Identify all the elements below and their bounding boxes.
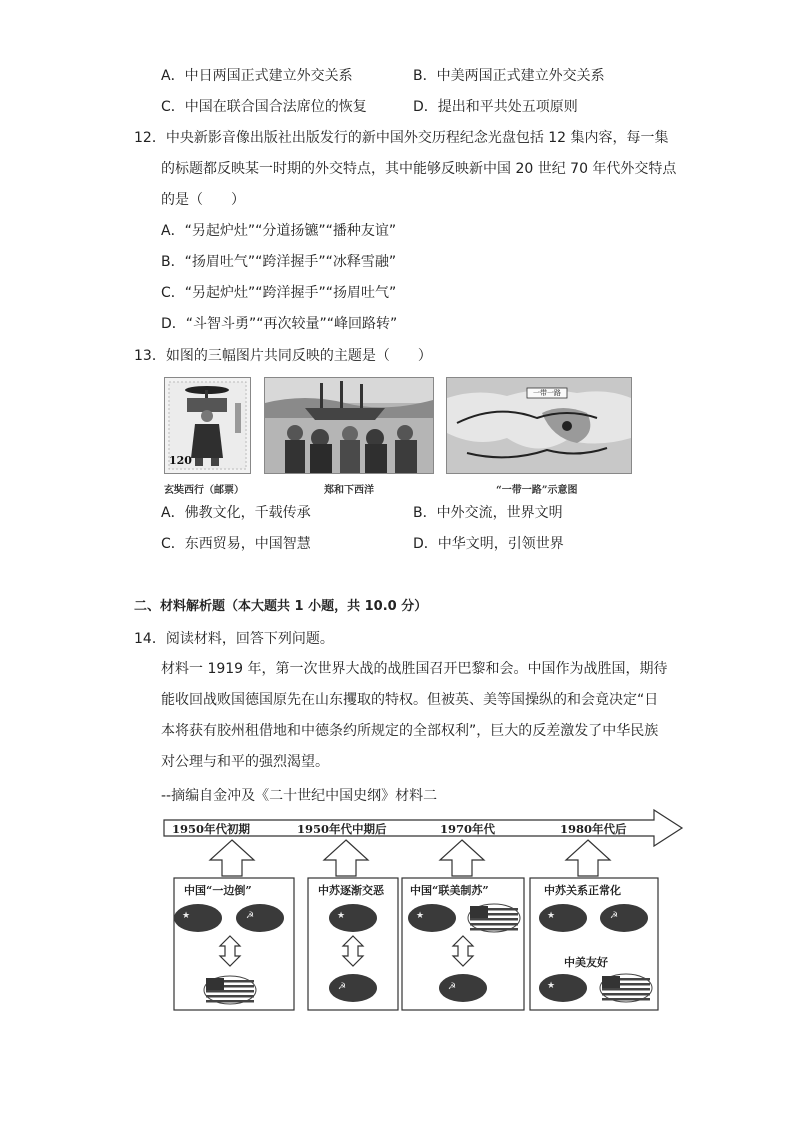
- soviet-flag-icon: [439, 974, 487, 1002]
- box-title-2: 中苏逐渐交恶: [318, 884, 384, 897]
- q12-stem-line3: 的是（ ）: [161, 192, 245, 208]
- q14-source: --摘编自金冲及《二十世纪中国史纲》材料二: [161, 788, 438, 804]
- us-flag-icon: [600, 974, 652, 1002]
- china-flag-icon: [408, 904, 456, 932]
- period-label-3: 1970年代: [440, 822, 496, 836]
- q13-option-a: A．佛教文化，千载传承: [161, 505, 311, 521]
- q12-stem-line1: 12．中央新影音像出版社出版发行的新中国外交历程纪念光盘包括 12 集内容，每一集: [134, 130, 669, 146]
- svg-text:★: ★: [547, 981, 556, 991]
- svg-text:☭: ☭: [448, 982, 457, 992]
- q14-stem: 14．阅读材料，回答下列问题。: [134, 631, 334, 647]
- svg-text:★: ★: [182, 911, 191, 921]
- china-flag-icon: [539, 974, 587, 1002]
- q11-option-a: A．中日两国正式建立外交关系: [161, 68, 353, 84]
- q12-option-b: B．“扬眉吐气”“跨洋握手”“冰释雪融”: [161, 254, 397, 270]
- period-label-2: 1950年代中期后: [297, 822, 387, 836]
- box-title-1: 中国“一边倒”: [184, 884, 252, 897]
- q11-option-b: B．中美两国正式建立外交关系: [413, 68, 605, 84]
- q13-option-b: B．中外交流，世界文明: [413, 505, 563, 521]
- svg-text:★: ★: [416, 911, 425, 921]
- box-subtitle-4: 中美友好: [564, 956, 608, 969]
- q12-option-c: C．“另起炉灶”“跨洋握手”“扬眉吐气”: [161, 285, 397, 301]
- us-flag-icon: [204, 976, 256, 1004]
- q14-material-line1: 材料一 1919 年，第一次世界大战的战胜国召开巴黎和会。中国作为战胜国，期待: [161, 661, 668, 677]
- belt-road-map-image: [446, 377, 632, 474]
- q12-option-a: A．“另起炉灶”“分道扬镳”“播种友谊”: [161, 223, 397, 239]
- soviet-flag-icon: [600, 904, 648, 932]
- fleet-scene-icon: [265, 378, 433, 473]
- up-arrow-icon: [210, 840, 610, 876]
- q13-stem: 13．如图的三幅图片共同反映的主题是（ ）: [134, 348, 432, 364]
- china-flag-icon: [539, 904, 587, 932]
- map-label: 一带一路: [533, 389, 561, 397]
- q13-option-c: C．东西贸易，中国智慧: [161, 536, 311, 552]
- svg-text:☭: ☭: [610, 911, 619, 921]
- china-flag-icon: [174, 904, 222, 932]
- stamp-value: 120: [169, 454, 192, 467]
- svg-text:☭: ☭: [338, 982, 347, 992]
- stamp-image: [164, 377, 251, 474]
- period-label-4: 1980年代后: [560, 822, 627, 836]
- q12-stem-line2: 的标题都反映某一时期的外交特点，其中能够反映新中国 20 世纪 70 年代外交特点: [161, 161, 677, 177]
- soviet-flag-icon: [329, 974, 377, 1002]
- q14-material-line3: 本将获有胶州租借地和中德条约所规定的全部权利”，巨大的反差激发了中华民族: [161, 723, 659, 739]
- caption-belt-road: “一带一路”示意图: [496, 485, 578, 496]
- box-title-4: 中苏关系正常化: [544, 884, 621, 897]
- q13-option-d: D．中华文明，引领世界: [413, 536, 564, 552]
- period-label-1: 1950年代初期: [172, 822, 251, 836]
- diplomacy-timeline-diagram: [160, 808, 690, 1018]
- q11-option-d: D．提出和平共处五项原则: [413, 99, 578, 115]
- china-flag-icon: [329, 904, 377, 932]
- svg-text:★: ★: [547, 911, 556, 921]
- zhenghe-image: [264, 377, 434, 474]
- svg-text:★: ★: [337, 911, 346, 921]
- caption-stamp: 玄奘西行（邮票）: [164, 485, 244, 496]
- q12-option-d: D．“斗智斗勇”“再次较量”“峰回路转”: [161, 316, 398, 332]
- q11-option-c: C．中国在联合国合法席位的恢复: [161, 99, 367, 115]
- section-heading: 二、材料解析题（本大题共 1 小题，共 10.0 分）: [134, 599, 428, 614]
- soviet-flag-icon: [236, 904, 284, 932]
- svg-text:☭: ☭: [246, 911, 255, 921]
- q14-material-line4: 对公理与和平的强烈渴望。: [161, 754, 329, 770]
- caption-zhenghe: 郑和下西洋: [324, 485, 374, 496]
- box-title-3: 中国“联美制苏”: [410, 884, 489, 897]
- q14-material-line2: 能收回战败国德国原先在山东攫取的特权。但被英、美等国操纵的和会竟决定“日: [161, 692, 659, 708]
- us-flag-icon: [468, 904, 520, 932]
